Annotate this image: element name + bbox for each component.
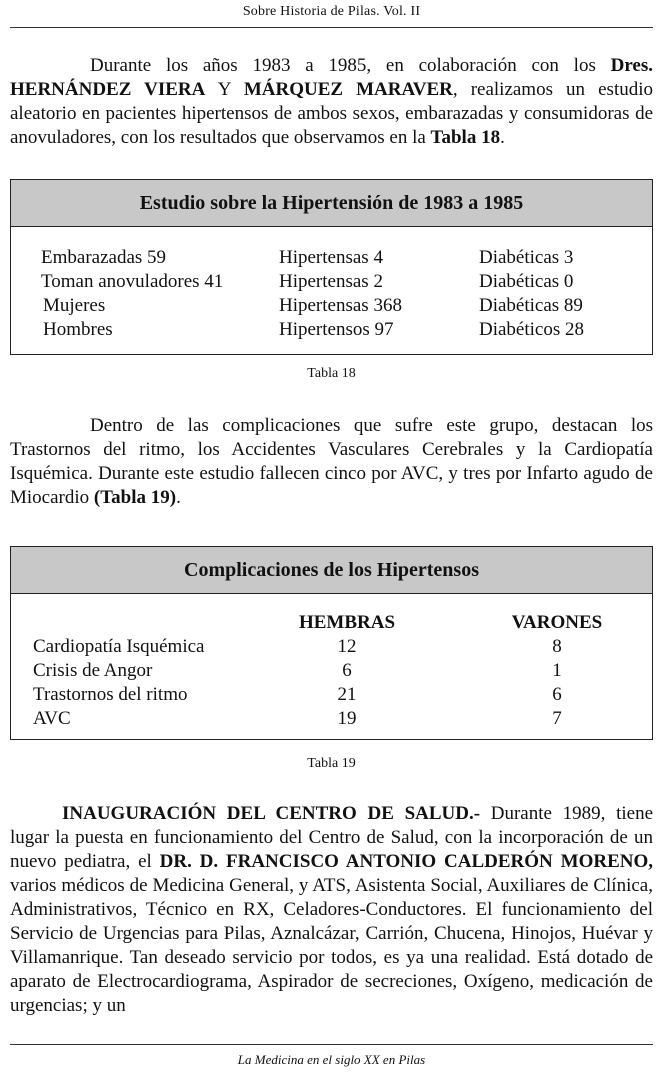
- paragraph-intro: Durante los años 1983 a 1985, en colaboración con los Dres. HERNÁNDEZ VIERA Y MÁRQUEZ MARAVER, realizamos un estudio aleatorio en pacientes hipertensos de ambos sexos, embarazadas y consumidoras de anovuladores, con los resultados que observamos en la Tabla 18.: [10, 55, 654, 148]
- running-header: Sobre Historia de Pilas. Vol. II: [242, 4, 421, 19]
- column-header-varones: VARONES: [511, 612, 603, 633]
- table-18-caption: Tabla 18: [307, 366, 356, 381]
- table-19-male-value: 6: [552, 684, 562, 705]
- table-18-hyper-cell: Hipertensas 368: [279, 295, 402, 316]
- table-19-title: Complicaciones de los Hipertensos: [11, 547, 652, 594]
- table-19-male-value: 1: [552, 660, 562, 681]
- table-18-title: Estudio sobre la Hipertensión de 1983 a 1985: [11, 180, 652, 227]
- table-19-row-label: AVC: [33, 708, 71, 729]
- table-19-female-value: 21: [337, 684, 357, 705]
- table-18-group-cell: Hombres: [43, 319, 113, 340]
- table-18-hyper-cell: Hipertensas 2: [279, 271, 383, 292]
- table-18-diab-cell: Diabéticas 0: [479, 271, 574, 292]
- table-18-diab-cell: Diabéticos 28: [479, 319, 585, 340]
- column-header-hembras: HEMBRAS: [298, 612, 396, 633]
- table-19-female-value: 6: [342, 660, 352, 681]
- table-18-group-cell: Embarazadas 59: [41, 247, 167, 268]
- table-19-caption: Tabla 19: [307, 756, 356, 771]
- paragraph-complications: Dentro de las complicaciones que sufre este grupo, destacan los Trastornos del ritmo, los Accidentes Vasculares Cerebrales y la Cardiopatía Isquémica. Durante este estudio fallecen cinco por AVC, y tres por Infarto agudo de Miocardio (Tabla 19).: [10, 415, 653, 508]
- table-19-female-value: 19: [337, 708, 357, 729]
- table-18-hyper-cell: Hipertensos 97: [279, 319, 394, 340]
- table-18-group-cell: Mujeres: [43, 295, 106, 316]
- table-19-row-label: Trastornos del ritmo: [33, 684, 188, 705]
- table-19-row-label: Crisis de Angor: [33, 660, 153, 681]
- table-18-diab-cell: Diabéticas 89: [479, 295, 583, 316]
- header-rule: [10, 27, 653, 28]
- table-19-male-value: 7: [552, 708, 562, 729]
- footer-rule: [10, 1044, 653, 1045]
- running-footer: La Medicina en el siglo XX en Pilas: [237, 1052, 426, 1067]
- table-19-row-label: Cardiopatía Isquémica: [33, 636, 205, 657]
- table-19: [10, 546, 653, 740]
- table-18-diab-cell: Diabéticas 3: [479, 247, 574, 268]
- table-18-group-cell: Toman anovuladores 41: [41, 271, 224, 292]
- table-19-male-value: 8: [552, 636, 562, 657]
- table-18-hyper-cell: Hipertensas 4: [279, 247, 383, 268]
- paragraph-health-center: INAUGURACIÓN DEL CENTRO DE SALUD.- Durante 1989, tiene lugar la puesta en funcionamiento del Centro de Salud, con la incorporación de un nuevo pediatra, el DR. D. FRANCISCO ANTONIO CALDERÓN MORENO, varios médicos de Medicina General, y ATS, Asistenta Social, Auxiliares de Clínica, Administrativos, Técnico en RX, Celadores-Conductores. El funcionamiento del Servicio de Urgencias para Pilas, Aznalcázar, Carrión, Chucena, Hinojos, Huévar y Villamanrique. Tan deseado servicio por todos, es ya una realidad. Está dotado de aparato de Electrocardiograma, Aspirador de secreciones, Oxígeno, medicación de urgencias; y un: [10, 803, 653, 1016]
- table-19-female-value: 12: [337, 636, 357, 657]
- table-18: [10, 179, 653, 355]
